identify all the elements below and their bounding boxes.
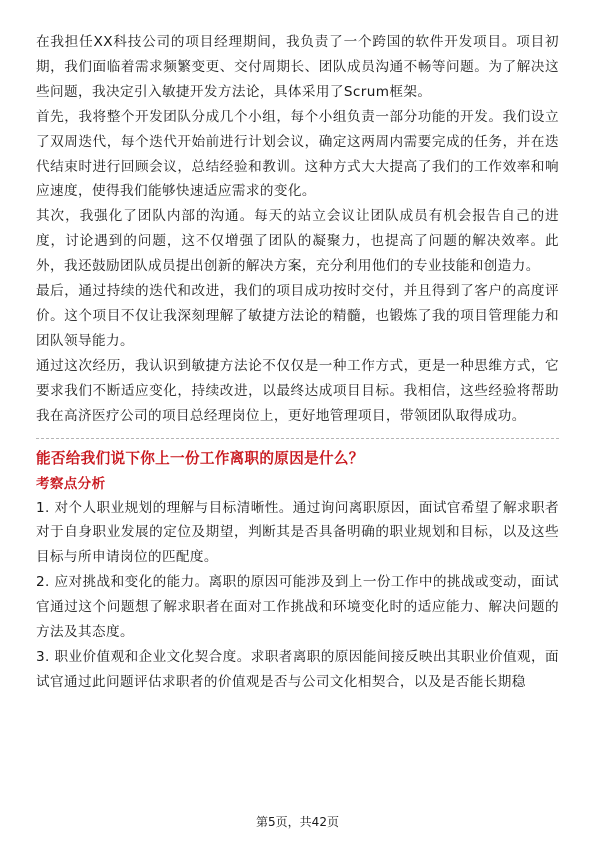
answer-paragraph-5: 通过这次经历，我认识到敏捷方法论不仅仅是一种工作方式，更是一种思维方式，它要求我们不断适应变化，持续改进，以最终达成项目目标。我相信，这些经验将帮助我在高济医疗公司的项目总经理岗位上，更好地管理项目，带领团队取得成功。	[36, 357, 559, 424]
analysis-item-1: 1. 对个人职业规划的理解与目标清晰性。通过询问离职原因，面试官希望了解求职者对于自身职业发展的定位及期望，判断其是否具备明确的职业规划和目标，以及这些目标与所申请岗位的匹配度。	[36, 499, 559, 566]
section-divider	[36, 438, 559, 439]
document-body	[36, 30, 559, 695]
page-number: 第5页，共42页	[256, 815, 339, 829]
answer-paragraph-4: 最后，通过持续的迭代和改进，我们的项目成功按时交付，并且得到了客户的高度评价。这个项目不仅让我深刻理解了敏捷方法论的精髓，也锻炼了我的项目管理能力和团队领导能力。	[36, 283, 559, 349]
answer-paragraph-1: 在我担任XX科技公司的项目经理期间，我负责了一个跨国的软件开发项目。项目初期，我们面临着需求频繁变更、交付周期长、团队成员沟通不畅等问题。为了解决这些问题，我决定引入敏捷开发方法论，具体采用了Scrum框架。	[36, 34, 559, 100]
analysis-heading: 考察点分析	[36, 475, 106, 492]
question-heading: 能否给我们说下你上一份工作离职的原因是什么？	[36, 449, 364, 467]
answer-paragraph-2: 首先，我将整个开发团队分成几个小组，每个小组负责一部分功能的开发。我们设立了双周迭代，每个迭代开始前进行计划会议，确定这两周内需要完成的任务，并在迭代结束时进行回顾会议，总结经验和教训。这种方式大大提高了我们的工作效率和响应速度，使得我们能够快速适应需求的变化。	[36, 108, 559, 200]
analysis-item-2: 2. 应对挑战和变化的能力。离职的原因可能涉及到上一份工作中的挑战或变动，面试官通过这个问题想了解求职者在面对工作挑战和环境变化时的适应能力、解决问题的方法及其态度。	[36, 574, 559, 641]
analysis-item-3: 3. 职业价值观和企业文化契合度。求职者离职的原因能间接反映出其职业价值观，面试官通过此问题评估求职者的价值观是否与公司文化相契合，以及是否能长期稳	[36, 648, 559, 690]
answer-paragraph-3: 其次，我强化了团队内部的沟通。每天的站立会议让团队成员有机会报告自己的进度，讨论遇到的问题，这不仅增强了团队的凝聚力，也提高了问题的解决效率。此外，我还鼓励团队成员提出创新的解决方案，充分利用他们的专业技能和创造力。	[36, 208, 559, 275]
